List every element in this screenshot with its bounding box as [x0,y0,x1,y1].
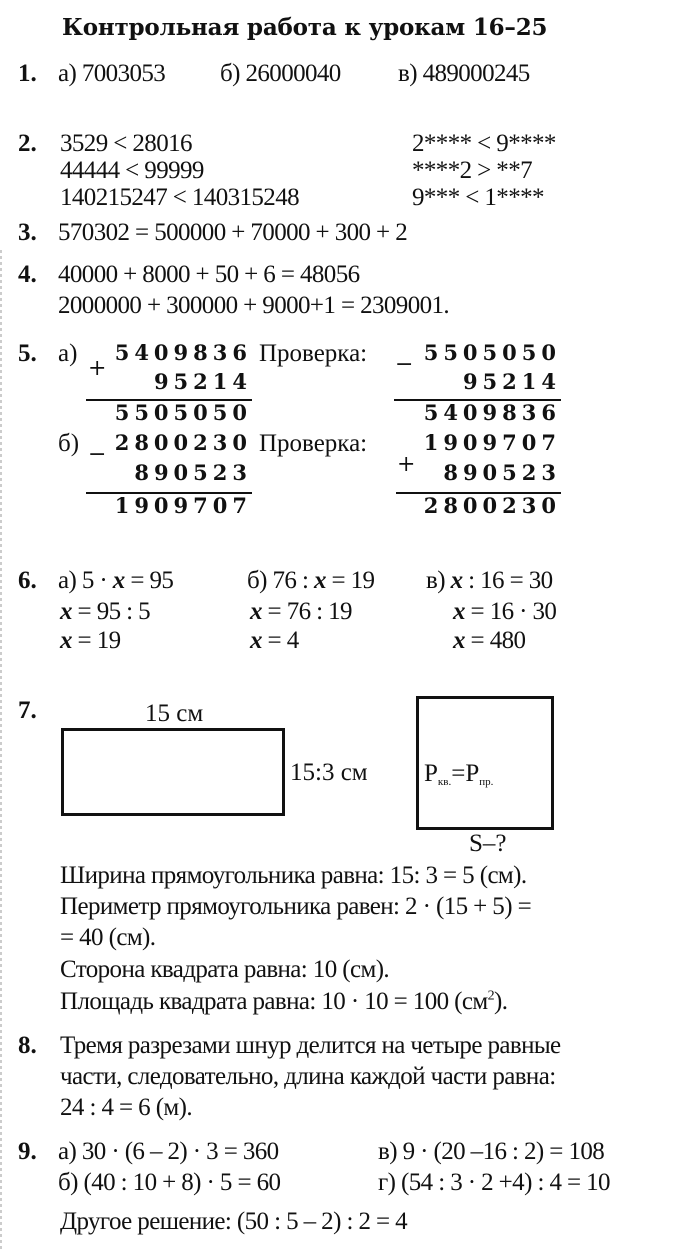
check-top: 5505050 [423,340,561,365]
answer-a: а) 7003053 [58,60,166,87]
equation-b-answer: x = 4 [250,627,299,654]
task-number: 9. [18,1138,37,1165]
sum-line: 2000000 + 300000 + 9000+1 = 2309001. [58,292,450,319]
scan-edge-artifact [0,250,2,1250]
answer-c: в) 489000245 [398,60,530,87]
check-bottom: 95214 [462,369,561,394]
operand-bottom: 890523 [134,460,252,485]
solution-line: = 40 (см). [60,924,156,951]
plus-sign: + [397,452,416,477]
solution-line: 24 : 4 = 6 (м). [60,1094,193,1121]
check-label: Проверка: [259,430,368,457]
solution-line: Ширина прямоугольника равна: 15: 3 = 5 (см). [60,862,527,889]
rectangle-length-label: 15 см [145,700,204,727]
equation-c-step: x = 16 · 30 [453,598,557,625]
rectangle-width-label: 15:3 см [290,759,368,786]
operand-top: 5409836 [114,340,252,365]
check-result: 2800230 [423,493,561,518]
solution-line: Тремя разрезами шнур делится на четыре равные [60,1032,561,1059]
solution-line: Сторона квадрата равна: 10 (см). [60,956,390,983]
answer-b: б) 26000040 [220,60,341,87]
equation-c: в) x : 16 = 30 [426,567,553,594]
check-top: 1909707 [423,430,561,455]
expression-c: в) 9 · (20 –16 : 2) = 108 [378,1138,605,1165]
solution-line: Площадь квадрата равна: 10 · 10 = 100 $(см^2)$. [60,988,508,1015]
task-number: 8. [18,1032,37,1059]
page-title: Контрольная работа к урокам 16–25 [62,14,548,41]
expression-a: а) 30 · (6 – 2) · 3 = 360 [58,1138,279,1165]
solution-line: Периметр прямоугольника равен: 2 · (15 + 5) = [60,893,532,920]
sum-line: 40000 + 8000 + 50 + 6 = 48056 [58,261,360,288]
task-number: 7. [18,697,37,724]
minus-sign: − [88,442,107,467]
perimeter-equality: $P_{кв.}=P_{пр.}$ [424,760,494,788]
expression-d: г) (54 : 3 · 2 +4) : 4 = 10 [378,1169,610,1196]
comparison: 44444 < 99999 [60,157,204,184]
comparison: ****2 > **7 [412,157,532,184]
equation-c-answer: x = 480 [453,627,526,654]
task-number: 6. [18,567,37,594]
comparison: 2**** < 9**** [412,130,556,157]
equation-b: б) 76 : x = 19 [247,567,375,594]
alternative-solution: Другое решение: (50 : 5 – 2) : 2 = 4 [60,1208,408,1235]
decomposition: 570302 = 500000 + 70000 + 300 + 2 [58,219,408,246]
comparison: 140215247 < 140315248 [60,184,299,211]
result: 1909707 [114,493,252,518]
equation-a-step: x = 95 : 5 [60,598,151,625]
expression-b: б) (40 : 10 + 8) · 5 = 60 [58,1169,281,1196]
task-number: 5. [18,340,37,367]
part-label-a: а) [58,340,78,367]
task-number: 3. [18,219,37,246]
check-result: 5409836 [423,400,561,425]
minus-sign: − [395,352,414,377]
solution-line: части, следовательно, длина каждой части равна: [60,1063,556,1090]
check-bottom: 890523 [443,460,561,485]
check-label: Проверка: [259,340,368,367]
area-question-label: S–? [469,830,507,857]
equation-a-answer: x = 19 [60,627,121,654]
comparison: 3529 < 28016 [60,130,192,157]
result: 5505050 [114,400,252,425]
task-number: 4. [18,261,37,288]
equation-b-step: x = 76 : 19 [250,598,352,625]
task-number: 2. [18,130,37,157]
comparison: 9*** < 1**** [412,184,544,211]
operand-top: 2800230 [114,430,252,455]
part-label-b: б) [58,430,80,457]
rectangle-diagram [61,728,285,816]
equation-a: а) 5 · x = 95 [58,567,174,594]
plus-sign: + [88,356,107,381]
operand-bottom: 95214 [153,369,252,394]
task-number: 1. [18,60,37,87]
